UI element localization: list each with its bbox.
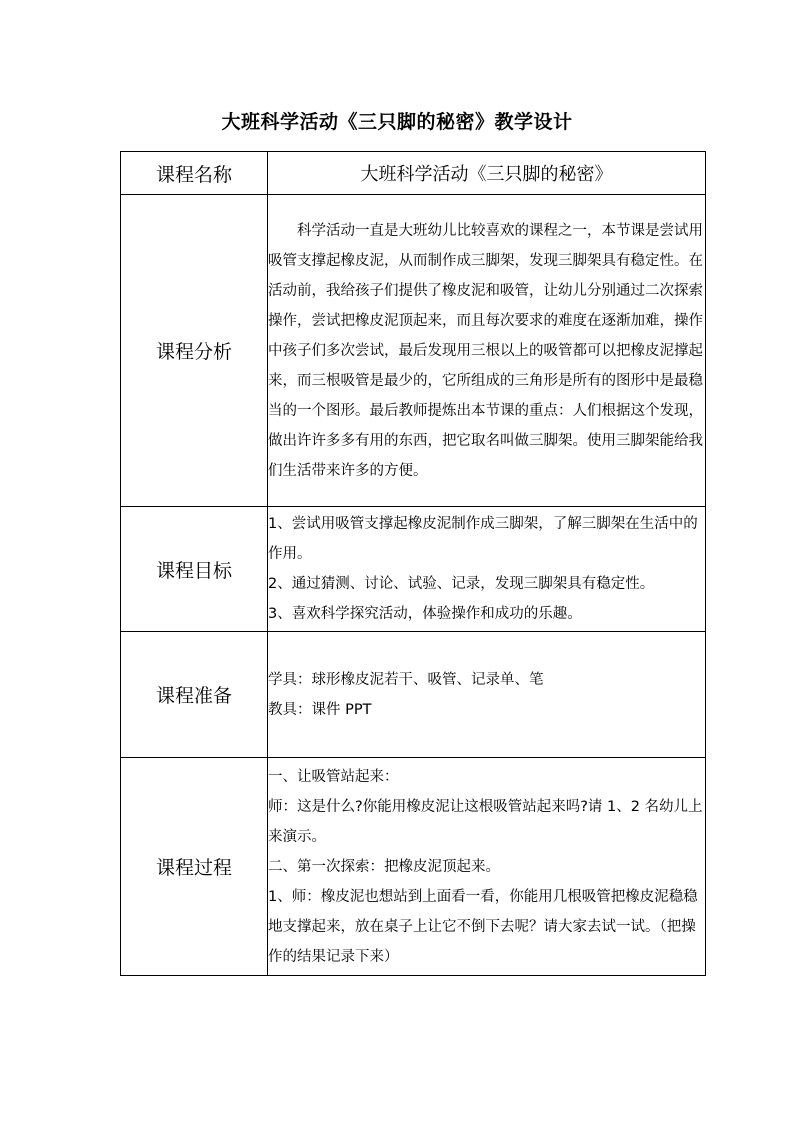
- process-item: 师：这是什么?你能用橡皮泥让这根吸管站起来吗?请 1、2 名幼儿上来演示。: [268, 798, 703, 845]
- document-title: 大班科学活动《三只脚的秘密》教学设计: [221, 111, 573, 133]
- process-item: 1、师：橡皮泥也想站到上面看一看，你能用几根吸管把橡皮泥稳稳地支撑起来，放在桌子上让它不倒下去呢？请大家去试一试。（把操作的结果记录下来）: [268, 888, 698, 965]
- lesson-plan-table: [120, 151, 706, 976]
- table-row-preparation: [121, 632, 706, 758]
- row-label: 课程准备: [121, 632, 268, 758]
- preparation-item: 教具：课件 PPT: [268, 701, 372, 718]
- preparation-cell: [268, 632, 706, 758]
- row-label: 课程过程: [121, 758, 268, 976]
- objectives-cell: [268, 507, 706, 632]
- row-label: 课程目标: [121, 507, 268, 632]
- process-item: 一、让吸管站起来：: [268, 768, 399, 785]
- row-label: 课程分析: [121, 195, 268, 507]
- analysis-cell: [268, 195, 706, 507]
- table-row-course-name: [121, 152, 706, 195]
- analysis-paragraph: 科学活动一直是大班幼儿比较喜欢的课程之一，本节课是尝试用吸管支撑起橡皮泥，从而制作成三脚架，发现三脚架具有稳定性。在活动前，我给孩子们提供了橡皮泥和吸管，让幼儿分别通过二次探索操作，尝试把橡皮泥顶起来，而且每次要求的难度在逐渐加难，操作中孩子们多次尝试，最后发现用三根以上的吸管都可以把橡皮泥撑起来，而三根吸管是最少的，它所组成的三角形是所有的图形中是最稳当的一个图形。最后教师提炼出本节课的重点：人们根据这个发现，做出许许多多有用的东西，把它取名叫做三脚架。使用三脚架能给我们生活带来许多的方便。: [268, 222, 703, 479]
- objective-item: 1、尝试用吸管支撑起橡皮泥制作成三脚架，了解三脚架在生活中的作用。: [268, 516, 698, 562]
- preparation-item: 学具：球形橡皮泥若干、吸管、记录单、笔: [268, 671, 544, 688]
- row-label: 课程名称: [121, 152, 268, 195]
- process-item: 二、第一次探索：把橡皮泥顶起来。: [268, 858, 500, 875]
- course-name-value: 大班科学活动《三只脚的秘密》: [268, 152, 706, 195]
- objective-item: 2、通过猜测、讨论、试验、记录，发现三脚架具有稳定性。: [268, 576, 655, 592]
- objective-item: 3、喜欢科学探究活动，体验操作和成功的乐趣。: [268, 606, 582, 622]
- table-row-analysis: [121, 195, 706, 507]
- process-cell: [268, 758, 706, 976]
- table-row-process: [121, 758, 706, 976]
- table-row-objectives: [121, 507, 706, 632]
